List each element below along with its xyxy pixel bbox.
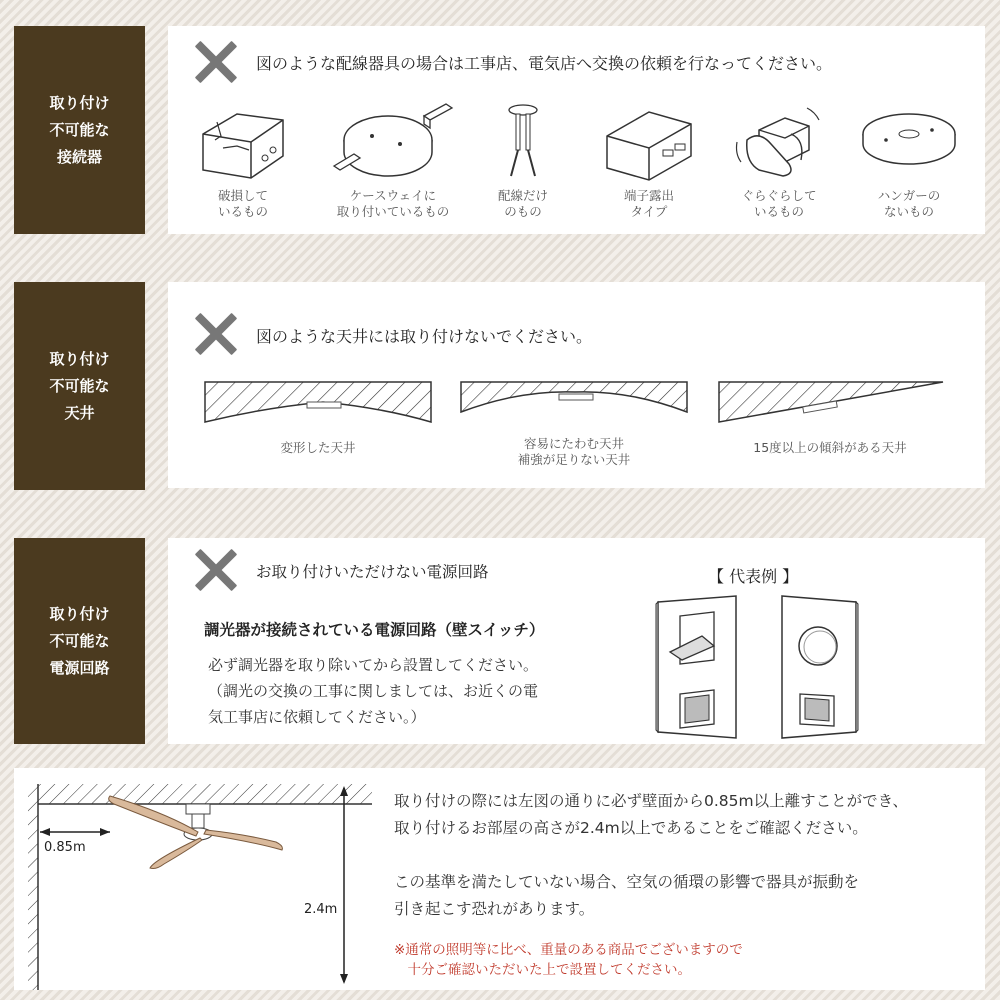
section-label: 取り付け 不可能な 接続器 bbox=[14, 26, 145, 234]
caseway-illustration bbox=[328, 94, 458, 182]
ceiling-caption: 15度以上の傾斜がある天井 bbox=[753, 440, 907, 455]
vibration-warning-line2: 引き起こす恐れがあります。 bbox=[394, 900, 595, 918]
section-label: 取り付け 不可能な 天井 bbox=[14, 282, 145, 490]
headline: 図のような配線器具の場合は工事店、電気店へ交換の依頼を行なってください。 bbox=[256, 54, 833, 73]
distance-requirement-line2: 取り付けるお部屋の高さが2.4m以上であることをご確認ください。 bbox=[394, 819, 868, 837]
section-label: 取り付け 不可能な 電源回路 bbox=[14, 538, 145, 744]
x-mark-icon bbox=[194, 312, 238, 356]
distance-requirement-line1: 取り付けの際には左図の通りに必ず壁面から0.85m以上離すことができ、 bbox=[394, 792, 908, 810]
dimmer-title: 調光器が接続されている電源回路（壁スイッチ） bbox=[204, 621, 545, 639]
wall-distance-label: 0.85m bbox=[44, 840, 86, 855]
sagging-ceiling-illustration bbox=[459, 380, 689, 430]
ceiling-caption: 容易にたわむ天井 補強が足りない天井 bbox=[517, 436, 631, 467]
exposed-terminal-illustration bbox=[599, 100, 699, 182]
item-caption: ハンガーの ないもの bbox=[877, 188, 941, 219]
dial-switch-illustration bbox=[776, 594, 862, 740]
content-panel bbox=[168, 26, 985, 234]
content-panel bbox=[168, 282, 985, 488]
weight-note-line2: 十分ご確認いただいた上で設置してください。 bbox=[394, 962, 691, 978]
ceiling-height-label: 2.4m bbox=[304, 902, 338, 917]
item-damaged bbox=[178, 100, 308, 220]
vibration-warning-line1: この基準を満たしていない場合、空気の循環の影響で器具が振動を bbox=[394, 873, 860, 891]
item-caption: ぐらぐらして いるもの bbox=[741, 188, 817, 219]
item-loose bbox=[714, 100, 844, 220]
example-title: 【 代表例 】 bbox=[708, 567, 799, 586]
item-caseway bbox=[328, 94, 458, 220]
dimmer-instructions: 必ず調光器を取り除いてから設置してください。（調光の交換の工事に関しましては、お近くの電気工事店に依頼してください。） bbox=[208, 656, 539, 726]
deformed-ceiling-illustration bbox=[203, 380, 433, 430]
no-hanger-illustration bbox=[854, 100, 964, 182]
weight-note-line1: ※通常の照明等に比べ、重量のある商品でございますので bbox=[394, 942, 743, 958]
wires-illustration bbox=[483, 100, 563, 182]
ceiling-sagging bbox=[454, 380, 694, 468]
item-caption: ケースウェイに 取り付いているもの bbox=[336, 188, 450, 219]
item-caption: 配線だけ のもの bbox=[497, 188, 548, 219]
room-diagram bbox=[14, 768, 374, 990]
wall-switch-illustration bbox=[652, 594, 742, 740]
item-caption: 破損して いるもの bbox=[217, 188, 268, 219]
item-exposed-terminal bbox=[584, 100, 714, 220]
headline: お取り付けいただけない電源回路 bbox=[256, 563, 489, 581]
ceiling-deformed bbox=[198, 380, 438, 456]
item-no-hanger bbox=[844, 100, 974, 220]
x-mark-icon bbox=[194, 548, 238, 592]
headline: 図のような天井には取り付けないでください。 bbox=[256, 327, 593, 346]
item-caption: 端子露出 タイプ bbox=[623, 188, 674, 219]
ceiling-caption: 変形した天井 bbox=[280, 440, 356, 455]
loose-fixture-illustration bbox=[729, 100, 829, 182]
sloped-ceiling-illustration bbox=[715, 380, 945, 430]
x-mark-icon bbox=[194, 40, 238, 84]
installation-requirements bbox=[14, 768, 985, 990]
section-connectors bbox=[0, 0, 1000, 245]
item-wires-only bbox=[458, 100, 588, 220]
ceiling-sloped bbox=[710, 380, 950, 456]
damaged-box-illustration bbox=[193, 100, 293, 182]
content-panel bbox=[168, 538, 985, 744]
